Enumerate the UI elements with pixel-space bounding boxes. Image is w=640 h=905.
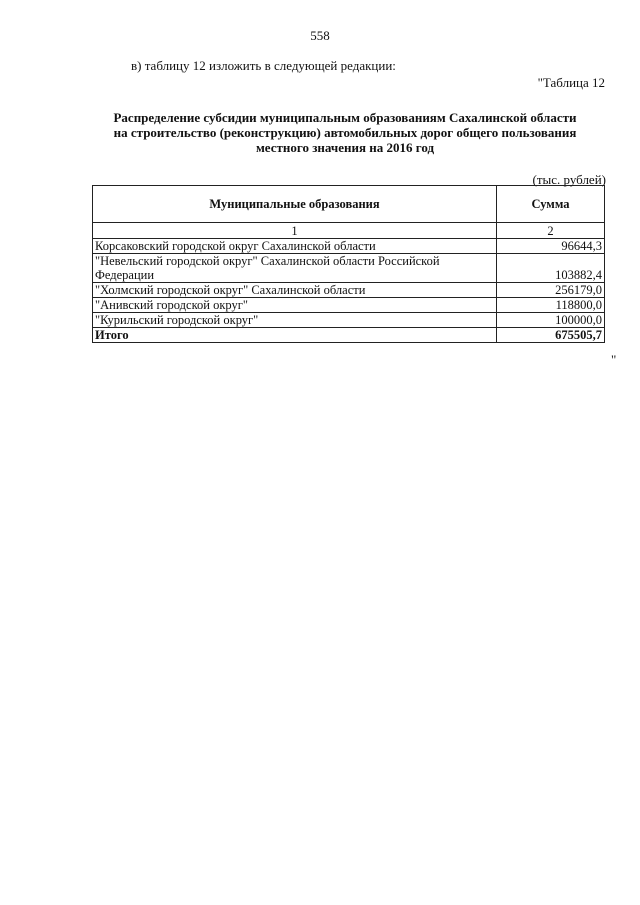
column-number-2: 2: [497, 223, 605, 239]
title-line-3: местного значения на 2016 год: [255, 140, 435, 155]
row-name: "Анивский городской округ": [93, 298, 497, 313]
header-sum: Сумма: [497, 186, 605, 223]
table-row: [93, 313, 605, 328]
row-sum: 118800,0: [497, 298, 605, 313]
title-line-2: на строительство (реконструкцию) автомобильных дорог общего пользования: [113, 125, 577, 140]
table-row: [93, 254, 605, 283]
document-title: [90, 110, 600, 155]
row-name: "Холмский городской округ" Сахалинской области: [93, 283, 497, 298]
table-row: [93, 298, 605, 313]
subsidy-table: [92, 185, 605, 343]
table-row: [93, 239, 605, 254]
row-sum: 100000,0: [497, 313, 605, 328]
column-number-1: 1: [93, 223, 497, 239]
total-row: [93, 328, 605, 343]
row-name: "Невельский городской округ" Сахалинской области Российской Федерации: [93, 254, 497, 283]
intro-text: в) таблицу 12 изложить в следующей редакции:: [131, 58, 396, 73]
header-municipalities: Муниципальные образования: [93, 186, 497, 223]
table-header-row: [93, 186, 605, 223]
closing-quote: ": [611, 352, 617, 367]
page-number: 558: [310, 28, 330, 43]
title-line-1: Распределение субсидии муниципальным образованиям Сахалинской области: [113, 110, 577, 125]
row-sum: 96644,3: [497, 239, 605, 254]
total-label: Итого: [93, 328, 497, 343]
row-name: "Курильский городской округ": [93, 313, 497, 328]
table-row: [93, 283, 605, 298]
table-reference: "Таблица 12: [537, 75, 605, 90]
unit-label: (тыс. рублей): [532, 172, 606, 187]
row-sum: 256179,0: [497, 283, 605, 298]
row-sum: 103882,4: [497, 254, 605, 283]
row-name: Корсаковский городской округ Сахалинской области: [93, 239, 497, 254]
column-number-row: [93, 223, 605, 239]
total-sum: 675505,7: [497, 328, 605, 343]
